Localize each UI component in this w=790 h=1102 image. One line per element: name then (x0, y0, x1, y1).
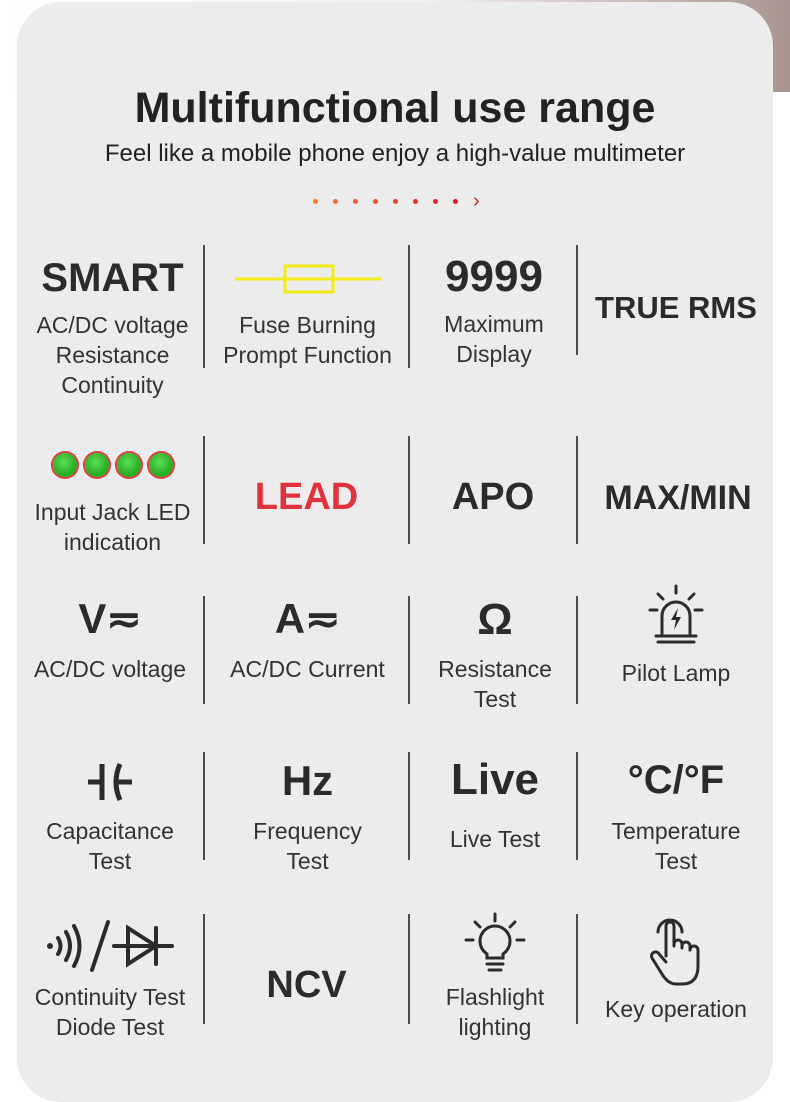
feature-true-rms (580, 292, 772, 323)
feature-continuity (20, 918, 200, 1042)
page-subtitle: Feel like a mobile phone enjoy a high-value multimeter (104, 140, 686, 167)
fuse-label: Fuse Burning Prompt Function (223, 312, 392, 368)
frequency-label: Frequency Test (253, 818, 362, 874)
temperature-label: Temperature Test (611, 818, 741, 874)
led-label: Input Jack LED indication (34, 499, 191, 555)
max-min-headline: MAX/MIN (604, 479, 752, 517)
fuse-icon (233, 262, 383, 296)
display-label: Maximum Display (444, 311, 544, 367)
feature-fuse (210, 262, 405, 370)
feature-apo (410, 478, 576, 516)
separator (576, 436, 578, 544)
current-label: AC/DC Current (230, 656, 385, 682)
ohm-icon: Ω (477, 595, 513, 644)
resistance-label: Resistance Test (438, 656, 552, 712)
ncv-headline: NCV (266, 964, 347, 1006)
live-label: Live Test (449, 826, 541, 852)
current-symbol: A≂ (274, 595, 341, 642)
display-headline: 9999 (445, 252, 543, 301)
temperature-symbol: °C/°F (627, 758, 725, 802)
feature-temperature (580, 760, 772, 876)
smart-headline: SMART (41, 256, 184, 300)
true-rms-headline: TRUE RMS (595, 290, 757, 325)
smart-label: AC/DC voltage Resistance Continuity (36, 312, 189, 398)
feature-flashlight (412, 912, 578, 1042)
led-indicators-icon (20, 453, 205, 477)
feature-ncv (205, 966, 408, 1004)
separator (203, 596, 205, 704)
continuity-diode-icon (44, 918, 176, 974)
feature-current (210, 595, 405, 684)
feature-lead (205, 478, 408, 516)
feature-display (412, 252, 576, 369)
pilot-lamp-label: Pilot Lamp (621, 660, 731, 686)
touch-hand-icon (644, 912, 708, 988)
separator (203, 752, 205, 860)
key-operation-label: Key operation (605, 996, 747, 1022)
capacitance-label: Capacitance Test (46, 818, 174, 874)
feature-voltage (20, 595, 200, 684)
feature-live (412, 755, 578, 854)
feature-capacitance (20, 760, 200, 876)
feature-pilot-lamp (580, 584, 772, 688)
separator (408, 914, 410, 1024)
feature-led (20, 453, 205, 557)
flashlight-label: Flashlight lighting (445, 984, 545, 1040)
dot-divider (313, 190, 480, 212)
lead-headline: LEAD (254, 476, 359, 518)
lightbulb-icon (463, 912, 527, 976)
voltage-symbol: V≂ (78, 595, 142, 642)
feature-frequency (210, 757, 405, 876)
feature-smart (20, 258, 205, 400)
capacitor-icon (86, 760, 134, 804)
page-title: Multifunctional use range (134, 84, 656, 132)
feature-resistance (412, 595, 578, 714)
apo-headline: APO (451, 476, 535, 518)
live-symbol: Live (450, 755, 540, 804)
feature-max-min (580, 481, 776, 515)
voltage-label: AC/DC voltage (33, 656, 187, 682)
separator (576, 245, 578, 355)
frequency-symbol: Hz (281, 757, 334, 804)
separator (408, 596, 410, 704)
continuity-label: Continuity Test Diode Test (34, 984, 186, 1040)
feature-key-operation (580, 912, 772, 1024)
warning-lamp-icon (646, 584, 706, 646)
chevron-right-icon: › (473, 190, 480, 212)
separator (408, 752, 410, 860)
separator (408, 245, 410, 368)
